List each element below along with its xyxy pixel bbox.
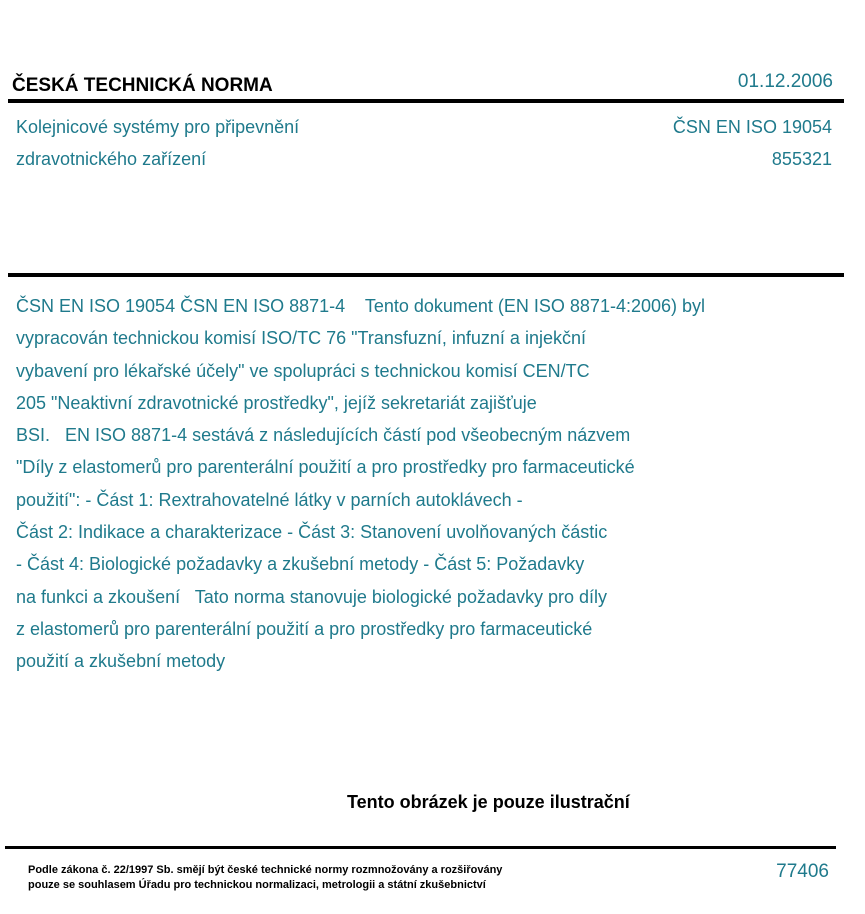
document-code: 77406 — [776, 861, 829, 882]
middle-divider — [8, 273, 844, 277]
top-divider — [8, 99, 844, 103]
abstract-line: "Díly z elastomerů pro parenterální použití a pro prostředky pro farmaceutické — [16, 457, 635, 478]
document-abstract — [16, 290, 846, 678]
abstract-line: ČSN EN ISO 19054 ČSN EN ISO 8871-4 Tento dokument (EN ISO 8871-4:2006) byl — [16, 296, 706, 316]
abstract-line: použití": - Část 1: Rextrahovatelné látky v parních autoklávech - — [16, 489, 523, 510]
standard-title-line-1: Kolejnicové systémy pro připevnění — [16, 117, 300, 137]
abstract-line: na funkci a zkoušení Tato norma stanovuje biologické požadavky pro díly — [16, 586, 608, 607]
abstract-line: 205 "Neaktivní zdravotnické prostředky", jejíž sekretariát zajišťuje — [16, 392, 537, 413]
legal-notice — [28, 863, 502, 893]
illustration-disclaimer: Tento obrázek je pouze ilustrační — [347, 792, 630, 812]
legal-notice-line-2: pouze se souhlasem Úřadu pro technickou normalizaci, metrologii a státní zkušebnictví — [28, 879, 486, 891]
abstract-line: vypracován technickou komisí ISO/TC 76 "Transfuzní, infuzní a injekční — [16, 328, 586, 349]
document-header-title: ČESKÁ TECHNICKÁ NORMA — [12, 75, 273, 96]
standard-number: ČSN EN ISO 19054 — [672, 117, 832, 137]
abstract-line: BSI. EN ISO 8871-4 sestává z následujících částí pod všeobecným názvem — [16, 425, 631, 446]
legal-notice-line-1: Podle zákona č. 22/1997 Sb. smějí být české technické normy rozmnožovány a rozšiřovány — [28, 864, 503, 876]
abstract-line: - Část 4: Biologické požadavky a zkušební metody - Část 5: Požadavky — [16, 554, 585, 575]
abstract-line: Část 2: Indikace a charakterizace - Část 3: Stanovení uvolňovaných částic — [16, 522, 608, 543]
standard-title-line-2: zdravotnického zařízení — [16, 149, 207, 169]
bottom-divider — [5, 846, 836, 849]
abstract-line: použití a zkušební metody — [16, 651, 226, 672]
document-date: 01.12.2006 — [737, 71, 833, 92]
classification-number: 855321 — [771, 149, 832, 169]
abstract-line: vybavení pro lékařské účely" ve spolupráci s technickou komisí CEN/TC — [16, 360, 590, 381]
abstract-line: z elastomerů pro parenterální použití a pro prostředky pro farmaceutické — [16, 618, 593, 639]
